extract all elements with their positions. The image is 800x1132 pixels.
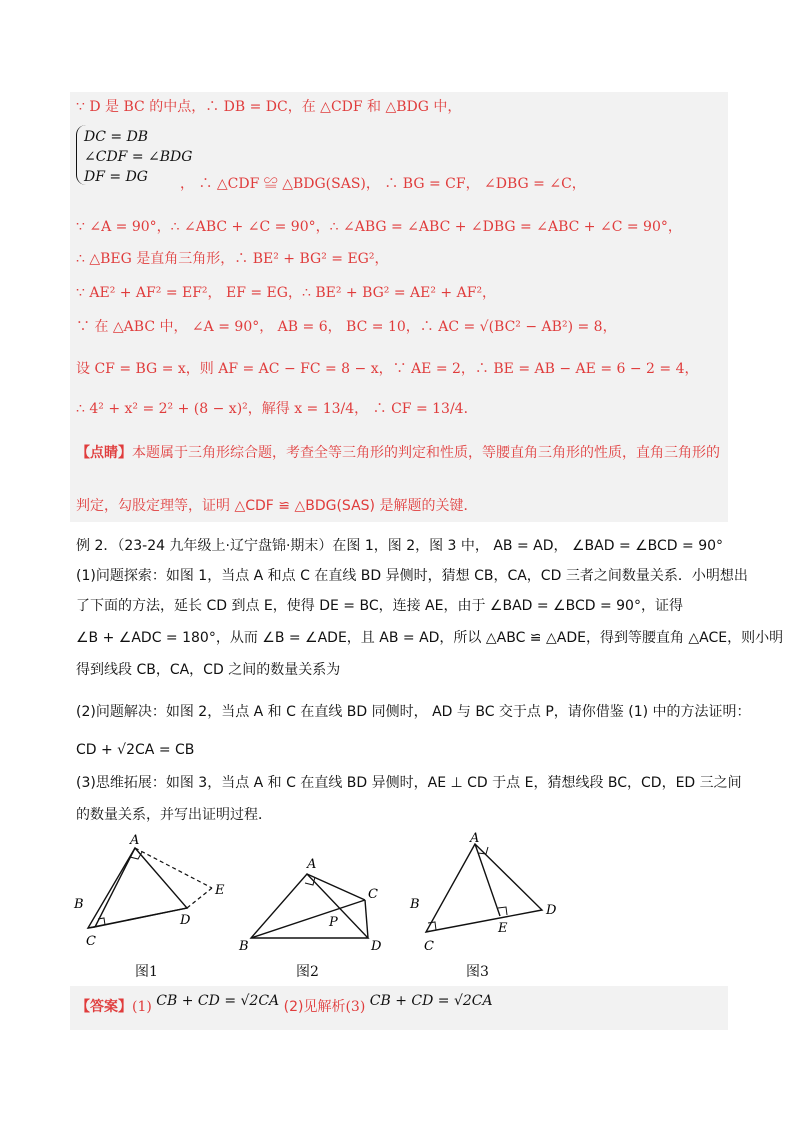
solution-line-2: ∵ ∠A = 90°，∴ ∠ABC + ∠C = 90°，∴ ∠ABG = ∠ABC + ∠DBG = ∠ABC + ∠C = 90°， [76, 219, 682, 235]
fig3-label-b: B [410, 897, 420, 912]
part2-line-b: CD + √2CA = CB [76, 742, 195, 758]
answer-tag: 【答案】 [76, 999, 132, 1015]
solution-line-5: ∵ 在 △ABC 中， ∠A = 90°， AB = 6， BC = 10，∴ AC = √(BC² − AB²) = 8， [76, 319, 617, 335]
part1-line-c: ∠B + ∠ADC = 180°，从而 ∠B = ∠ADE，且 AB = AD，所以 △ABC ≌ △ADE，得到等腰直角 △ACE，则小明 [76, 630, 784, 646]
fig3-label-e: E [498, 921, 508, 936]
part3-line-b: 的数量关系，并写出证明过程． [76, 807, 272, 823]
fig3-label-a: A [470, 831, 480, 846]
solution-line-1: ∵ D 是 BC 的中点，∴ DB = DC，在 △CDF 和 △BDG 中， [76, 99, 462, 115]
fig1-label-d: D [180, 913, 191, 928]
answer-line [76, 993, 493, 1016]
solution-line-4: ∵ AE² + AF² = EF²， EF = EG，∴ BE² + BG² = AE² + AF²， [76, 285, 497, 301]
part2-line-a: (2)问题解决：如图 2，当点 A 和 C 在直线 BD 同侧时， AD 与 BC 交于点 P，请你借鉴 (1) 中的方法证明： [76, 704, 751, 720]
figure-1-caption: 图1 [135, 964, 158, 980]
fig1-label-c: C [86, 934, 96, 949]
figure-2-diagram [235, 850, 405, 960]
system-result: ， ∴ △CDF ≌ △BDG(SAS)， ∴ BG = CF， ∠DBG = ∠C， [180, 176, 586, 192]
fig2-label-d: D [371, 939, 382, 954]
fig1-label-e: E [215, 883, 225, 898]
comment-text-1: 本题属于三角形综合题，考查全等三角形的判定和性质，等腰直角三角形的性质，直角三角形的 [132, 445, 720, 461]
solution-line-7: ∴ 4² + x² = 2² + (8 − x)²，解得 x = 13/4， ∴ CF = 13/4． [76, 401, 478, 417]
answer-1-number: (1) [132, 999, 152, 1015]
part1-line-d: 得到线段 CB，CA，CD 之间的数量关系为 [76, 662, 341, 678]
figure-3-caption: 图3 [466, 964, 489, 980]
system-eq-2: ∠CDF = ∠BDG [84, 149, 193, 165]
solution-line-3: ∴ △BEG 是直角三角形，∴ BE² + BG² = EG²， [76, 251, 389, 267]
answer-3: CB + CD = √2CA [369, 993, 493, 1009]
fig3-label-c: C [424, 939, 434, 954]
answer-1: CB + CD = √2CA [156, 993, 280, 1009]
solution-line-6: 设 CF = BG = x，则 AF = AC − FC = 8 − x，∵ AE = 2，∴ BE = AB − AE = 6 − 2 = 4， [76, 361, 699, 377]
fig2-label-b: B [239, 939, 249, 954]
answer-2: (2)见解析 [283, 999, 346, 1015]
figure-2-caption: 图2 [296, 964, 319, 980]
comment-text-2: 判定，勾股定理等，证明 △CDF ≌ △BDG(SAS) 是解题的关键． [76, 498, 478, 514]
figure-3-diagram [400, 830, 570, 960]
system-eq-1: DC = DB [84, 129, 149, 145]
comment-tag: 【点睛】 [76, 445, 132, 461]
part3-line-a: (3)思维拓展：如图 3，当点 A 和 C 在直线 BD 异侧时，AE ⊥ CD 于点 E，猜想线段 BC，CD，ED 三之间 [76, 775, 742, 791]
fig2-label-p: P [329, 915, 338, 930]
fig1-label-a: A [130, 833, 140, 848]
figure-1-diagram [60, 830, 250, 960]
example-heading: 例 2．（23-24 九年级上·辽宁盘锦·期末）在图 1，图 2，图 3 中， AB = AD， ∠BAD = ∠BCD = 90° [76, 538, 724, 554]
answer-3-number: (3) [345, 999, 366, 1015]
fig3-label-d: D [546, 903, 557, 918]
part1-line-a: (1)问题探索：如图 1，当点 A 和点 C 在直线 BD 异侧时，猜想 CB，CA，CD 三者之间数量关系．小明想出 [76, 568, 748, 584]
system-eq-3: DF = DG [84, 169, 148, 185]
fig2-label-c: C [368, 887, 378, 902]
fig1-label-b: B [74, 897, 84, 912]
fig2-label-a: A [307, 857, 317, 872]
part1-line-b: 了下面的方法，延长 CD 到点 E，使得 DE = BC，连接 AE，由于 ∠BAD = ∠BCD = 90°，证得 [76, 598, 683, 614]
